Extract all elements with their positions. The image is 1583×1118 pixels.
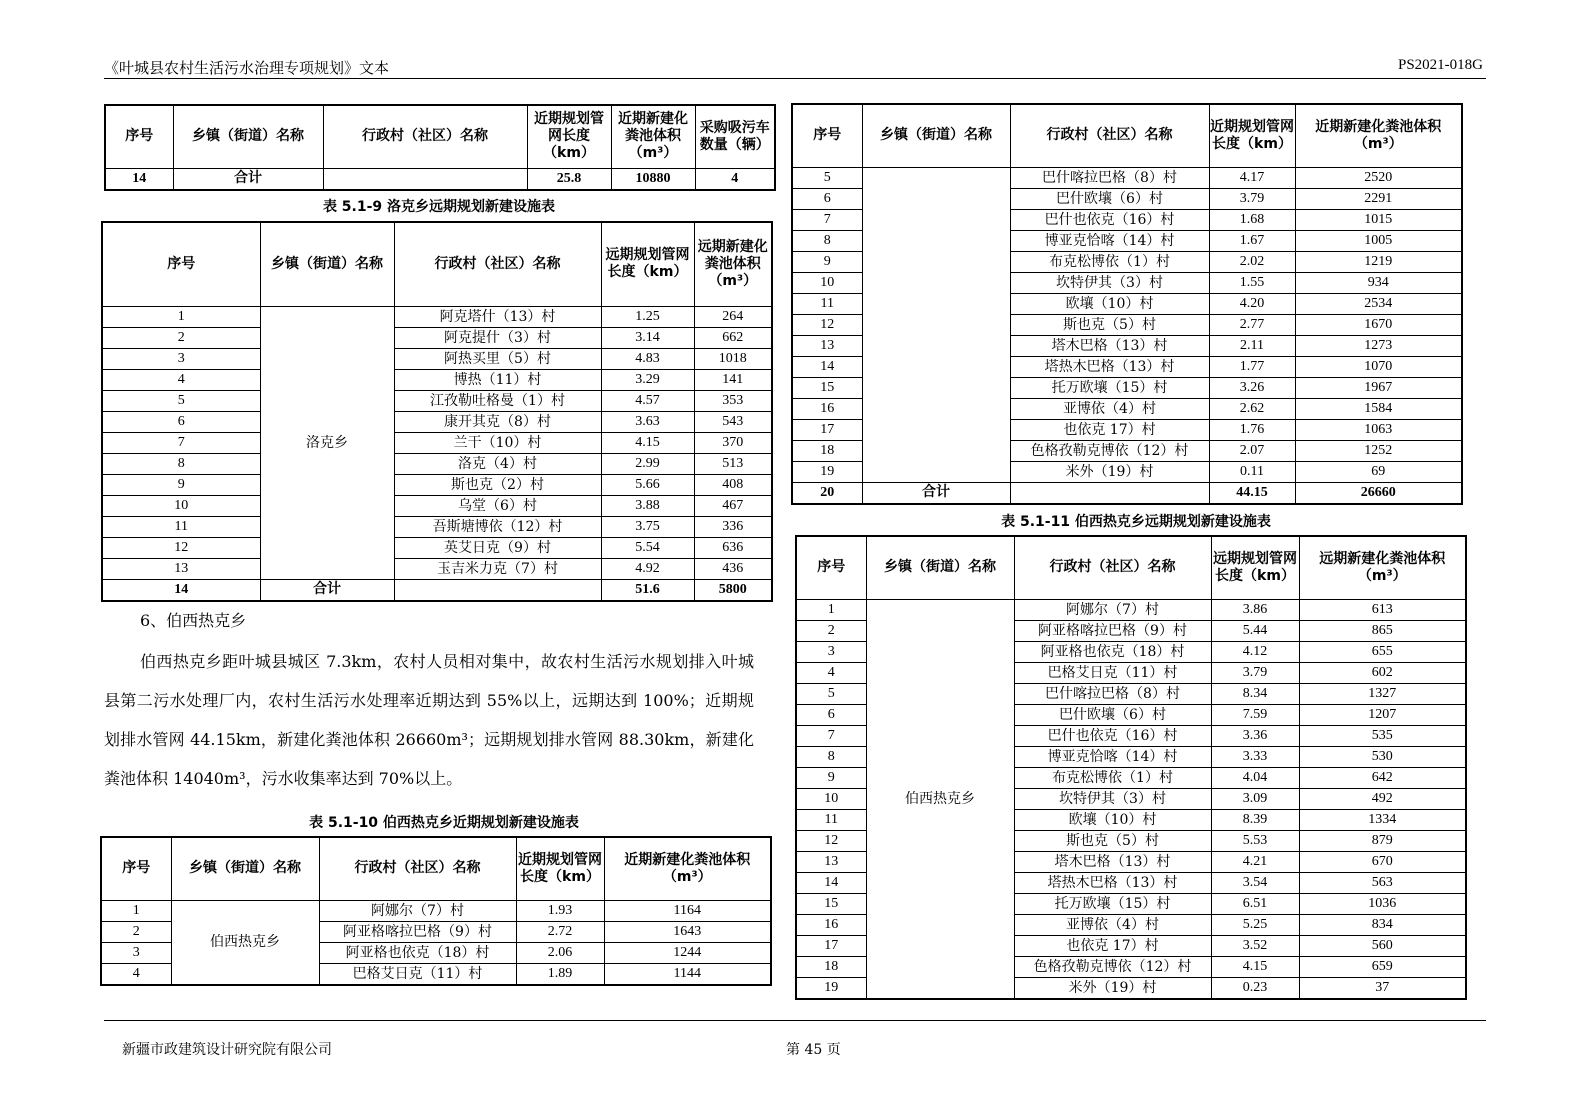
cell: 20 <box>792 482 862 504</box>
cell: 3.88 <box>601 495 694 516</box>
cell: 4.12 <box>1211 641 1299 662</box>
table-row <box>792 167 1462 188</box>
cell: 4.04 <box>1211 767 1299 788</box>
cell: 5.54 <box>601 537 694 558</box>
cell: 塔木巴格（13）村 <box>1014 851 1211 872</box>
cell: 560 <box>1299 935 1466 956</box>
cell: 4 <box>102 369 260 390</box>
cell: 6.51 <box>1211 893 1299 914</box>
cell: 4.83 <box>601 348 694 369</box>
cell: 3.54 <box>1211 872 1299 893</box>
cell: 13 <box>796 851 866 872</box>
table-5-1-10-continuation <box>791 103 1463 505</box>
cell: 3.26 <box>1209 377 1295 398</box>
cell: 662 <box>694 327 772 348</box>
table-row <box>102 369 772 390</box>
table-row <box>102 558 772 579</box>
table-row <box>102 327 772 348</box>
cell: 1334 <box>1299 809 1466 830</box>
footer-rule <box>104 1020 1486 1021</box>
cell: 3.09 <box>1211 788 1299 809</box>
cell: 13 <box>792 335 862 356</box>
cell: 1252 <box>1295 440 1462 461</box>
cell: 4.20 <box>1209 293 1295 314</box>
cell: 博亚克恰喀（14）村 <box>1014 746 1211 767</box>
col-header: 远期规划管网长度（km） <box>601 222 694 306</box>
cell: 264 <box>694 306 772 327</box>
cell: 7 <box>792 209 862 230</box>
cell: 467 <box>694 495 772 516</box>
cell: 8.39 <box>1211 809 1299 830</box>
cell: 欧壤（10）村 <box>1014 809 1211 830</box>
cell: 934 <box>1295 272 1462 293</box>
cell: 4.15 <box>1211 956 1299 977</box>
cell: 636 <box>694 537 772 558</box>
cell: 51.6 <box>601 579 694 601</box>
cell: 1.93 <box>516 900 604 921</box>
cell: 10 <box>796 788 866 809</box>
cell: 15 <box>796 893 866 914</box>
cell: 353 <box>694 390 772 411</box>
cell: 色格孜勒克博依（12）村 <box>1010 440 1209 461</box>
cell: 巴什也依克（16）村 <box>1014 725 1211 746</box>
col-header: 乡镇（街道）名称 <box>862 104 1010 167</box>
col-header: 近期新建化粪池体积（m³） <box>611 105 695 168</box>
cell: 10 <box>102 495 260 516</box>
town-cell: 伯西热克乡 <box>171 900 319 985</box>
cell: 合计 <box>862 482 1010 504</box>
table-5-1-9 <box>101 221 773 602</box>
table-5-1-11 <box>795 535 1467 1000</box>
cell: 1.67 <box>1209 230 1295 251</box>
cell: 19 <box>796 977 866 999</box>
col-header: 序号 <box>792 104 862 167</box>
cell: 6 <box>796 704 866 725</box>
cell: 巴什也依克（16）村 <box>1010 209 1209 230</box>
cell: 1.25 <box>601 306 694 327</box>
col-header: 远期新建化粪池体积（m³） <box>1299 536 1466 599</box>
cell: 江孜勒吐格曼（1）村 <box>394 390 601 411</box>
cell: 613 <box>1299 599 1466 620</box>
cell: 655 <box>1299 641 1466 662</box>
cell: 535 <box>1299 725 1466 746</box>
cell: 4.57 <box>601 390 694 411</box>
cell: 4.92 <box>601 558 694 579</box>
cell: 26660 <box>1295 482 1462 504</box>
cell: 16 <box>792 398 862 419</box>
cell: 10 <box>792 272 862 293</box>
col-header: 行政村（社区）名称 <box>394 222 601 306</box>
cell: 1967 <box>1295 377 1462 398</box>
cell: 玉吉米力克（7）村 <box>394 558 601 579</box>
cell: 阿克塔什（13）村 <box>394 306 601 327</box>
cell: 2.11 <box>1209 335 1295 356</box>
col-header: 行政村（社区）名称 <box>323 105 527 168</box>
cell: 5800 <box>694 579 772 601</box>
cell: 5.44 <box>1211 620 1299 641</box>
col-header: 近期规划管网长度（km） <box>1209 104 1295 167</box>
cell: 1070 <box>1295 356 1462 377</box>
cell: 1015 <box>1295 209 1462 230</box>
col-header: 近期新建化粪池体积（m³） <box>1295 104 1462 167</box>
cell: 19 <box>792 461 862 482</box>
cell: 亚博依（4）村 <box>1014 914 1211 935</box>
cell: 879 <box>1299 830 1466 851</box>
cell: 14 <box>102 579 260 601</box>
table-row <box>102 495 772 516</box>
cell: 436 <box>694 558 772 579</box>
col-header: 行政村（社区）名称 <box>1010 104 1209 167</box>
cell: 1670 <box>1295 314 1462 335</box>
cell: 17 <box>796 935 866 956</box>
cell: 博亚克恰喀（14）村 <box>1010 230 1209 251</box>
cell: 4 <box>796 662 866 683</box>
col-header: 远期规划管网长度（km） <box>1211 536 1299 599</box>
cell: 14 <box>792 356 862 377</box>
cell: 斯也克（2）村 <box>394 474 601 495</box>
cell: 563 <box>1299 872 1466 893</box>
cell: 2 <box>102 327 260 348</box>
cell: 370 <box>694 432 772 453</box>
col-header: 乡镇（街道）名称 <box>866 536 1014 599</box>
cell: 642 <box>1299 767 1466 788</box>
cell: 3.63 <box>601 411 694 432</box>
cell: 巴什喀拉巴格（8）村 <box>1010 167 1209 188</box>
cell: 5.66 <box>601 474 694 495</box>
town-cell <box>862 167 1010 482</box>
cell: 1018 <box>694 348 772 369</box>
cell: 6 <box>102 411 260 432</box>
cell: 5.53 <box>1211 830 1299 851</box>
cell: 15 <box>792 377 862 398</box>
cell: 1 <box>102 306 260 327</box>
cell: 博热（11）村 <box>394 369 601 390</box>
cell: 阿克提什（3）村 <box>394 327 601 348</box>
cell: 布克松博依（1）村 <box>1010 251 1209 272</box>
table-5-1-10 <box>100 836 772 986</box>
cell: 2.99 <box>601 453 694 474</box>
cell: 米外（19）村 <box>1010 461 1209 482</box>
cell: 3 <box>796 641 866 662</box>
cell: 670 <box>1299 851 1466 872</box>
table-top-continuation <box>104 104 776 191</box>
cell: 英艾日克（9）村 <box>394 537 601 558</box>
cell: 8 <box>796 746 866 767</box>
cell: 16 <box>796 914 866 935</box>
cell: 1.76 <box>1209 419 1295 440</box>
col-header: 采购吸污车数量（辆） <box>695 105 775 168</box>
col-header: 近期新建化粪池体积（m³） <box>604 837 771 900</box>
cell: 7 <box>796 725 866 746</box>
col-header: 乡镇（街道）名称 <box>173 105 323 168</box>
cell: 17 <box>792 419 862 440</box>
cell: 4 <box>695 168 775 190</box>
cell: 3.29 <box>601 369 694 390</box>
cell: 阿亚格也依克（18）村 <box>319 942 516 963</box>
cell: 1327 <box>1299 683 1466 704</box>
col-header: 行政村（社区）名称 <box>1014 536 1211 599</box>
cell: 托万欧壤（15）村 <box>1010 377 1209 398</box>
cell: 布克松博依（1）村 <box>1014 767 1211 788</box>
cell: 8.34 <box>1211 683 1299 704</box>
cell: 3 <box>101 942 171 963</box>
cell: 2 <box>101 921 171 942</box>
col-header: 序号 <box>102 222 260 306</box>
cell: 2.72 <box>516 921 604 942</box>
doc-code: PS2021-018G <box>1397 57 1483 73</box>
cell: 834 <box>1299 914 1466 935</box>
cell: 托万欧壤（15）村 <box>1014 893 1211 914</box>
cell: 12 <box>102 537 260 558</box>
cell: 洛克（4）村 <box>394 453 601 474</box>
cell: 阿亚格喀拉巴格（9）村 <box>319 921 516 942</box>
cell: 12 <box>796 830 866 851</box>
cell: 阿亚格喀拉巴格（9）村 <box>1014 620 1211 641</box>
cell: 602 <box>1299 662 1466 683</box>
cell: 1219 <box>1295 251 1462 272</box>
cell: 2291 <box>1295 188 1462 209</box>
cell: 坎特伊其（3）村 <box>1014 788 1211 809</box>
cell: 2.06 <box>516 942 604 963</box>
cell: 2520 <box>1295 167 1462 188</box>
cell: 530 <box>1299 746 1466 767</box>
section-heading: 6、伯西热克乡 <box>140 611 247 630</box>
cell: 乌堂（6）村 <box>394 495 601 516</box>
cell: 塔热木巴格（13）村 <box>1010 356 1209 377</box>
cell: 1.68 <box>1209 209 1295 230</box>
cell: 3.14 <box>601 327 694 348</box>
cell: 0.23 <box>1211 977 1299 999</box>
table-row <box>102 474 772 495</box>
table-row <box>102 453 772 474</box>
table-caption: 表 5.1-11 伯西热克乡远期规划新建设施表 <box>1001 514 1271 530</box>
cell: 1005 <box>1295 230 1462 251</box>
cell: 阿亚格也依克（18）村 <box>1014 641 1211 662</box>
town-cell: 洛克乡 <box>260 306 394 579</box>
cell: 欧壤（10）村 <box>1010 293 1209 314</box>
cell: 2 <box>796 620 866 641</box>
cell: 2.77 <box>1209 314 1295 335</box>
table-total-row <box>105 168 775 190</box>
cell: 11 <box>792 293 862 314</box>
table-row <box>102 432 772 453</box>
cell: 坎特伊其（3）村 <box>1010 272 1209 293</box>
cell: 6 <box>792 188 862 209</box>
table-row <box>796 599 1466 620</box>
page-number: 第 45 页 <box>786 1042 841 1058</box>
cell: 408 <box>694 474 772 495</box>
cell: 9 <box>102 474 260 495</box>
footer-company: 新疆市政建筑设计研究院有限公司 <box>122 1042 332 1058</box>
cell: 2.07 <box>1209 440 1295 461</box>
cell: 3.75 <box>601 516 694 537</box>
cell: 25.8 <box>527 168 611 190</box>
cell: 合计 <box>173 168 323 190</box>
cell: 9 <box>792 251 862 272</box>
table-row <box>102 306 772 327</box>
cell: 兰干（10）村 <box>394 432 601 453</box>
cell: 37 <box>1299 977 1466 999</box>
cell: 1273 <box>1295 335 1462 356</box>
cell: 3.36 <box>1211 725 1299 746</box>
cell: 阿热买里（5）村 <box>394 348 601 369</box>
col-header: 近期规划管网长度（km） <box>516 837 604 900</box>
table-row <box>102 537 772 558</box>
cell: 斯也克（5）村 <box>1014 830 1211 851</box>
cell: 2.62 <box>1209 398 1295 419</box>
cell: 4 <box>101 963 171 985</box>
table-caption: 表 5.1-9 洛克乡远期规划新建设施表 <box>322 199 556 215</box>
cell: 3.33 <box>1211 746 1299 767</box>
cell: 1.89 <box>516 963 604 985</box>
table-row <box>102 516 772 537</box>
cell: 513 <box>694 453 772 474</box>
cell: 巴什欧壤（6）村 <box>1010 188 1209 209</box>
cell: 659 <box>1299 956 1466 977</box>
cell: 3.79 <box>1211 662 1299 683</box>
cell: 吾斯塘博依（12）村 <box>394 516 601 537</box>
cell: 8 <box>792 230 862 251</box>
cell: 塔热木巴格（13）村 <box>1014 872 1211 893</box>
cell: 色格孜勒克博依（12）村 <box>1014 956 1211 977</box>
cell: 4.21 <box>1211 851 1299 872</box>
cell: 4.15 <box>601 432 694 453</box>
cell: 也依克 17）村 <box>1010 419 1209 440</box>
cell: 巴格艾日克（11）村 <box>319 963 516 985</box>
col-header: 乡镇（街道）名称 <box>171 837 319 900</box>
col-header: 近期规划管网长度（km） <box>527 105 611 168</box>
cell: 3 <box>102 348 260 369</box>
cell: 5 <box>792 167 862 188</box>
table-total-row <box>102 579 772 601</box>
cell <box>323 168 527 190</box>
cell: 1164 <box>604 900 771 921</box>
cell: 3.52 <box>1211 935 1299 956</box>
table-row <box>102 390 772 411</box>
cell: 3.79 <box>1209 188 1295 209</box>
col-header: 序号 <box>105 105 173 168</box>
cell: 9 <box>796 767 866 788</box>
cell: 13 <box>102 558 260 579</box>
cell: 7 <box>102 432 260 453</box>
cell: 阿娜尔（7）村 <box>319 900 516 921</box>
cell: 1.55 <box>1209 272 1295 293</box>
col-header: 序号 <box>101 837 171 900</box>
cell: 69 <box>1295 461 1462 482</box>
cell: 1036 <box>1299 893 1466 914</box>
col-header: 行政村（社区）名称 <box>319 837 516 900</box>
cell: 斯也克（5）村 <box>1010 314 1209 335</box>
cell: 1 <box>101 900 171 921</box>
cell: 18 <box>792 440 862 461</box>
cell: 1063 <box>1295 419 1462 440</box>
cell: 5 <box>796 683 866 704</box>
col-header: 乡镇（街道）名称 <box>260 222 394 306</box>
cell: 11 <box>796 809 866 830</box>
cell: 12 <box>792 314 862 335</box>
cell: 巴格艾日克（11）村 <box>1014 662 1211 683</box>
cell: 14 <box>796 872 866 893</box>
doc-title: 《叶城县农村生活污水治理专项规划》文本 <box>104 59 390 77</box>
col-header: 序号 <box>796 536 866 599</box>
cell: 0.11 <box>1209 461 1295 482</box>
cell: 5 <box>102 390 260 411</box>
cell: 巴什欧壤（6）村 <box>1014 704 1211 725</box>
cell: 4.17 <box>1209 167 1295 188</box>
cell <box>1010 482 1209 504</box>
cell <box>394 579 601 601</box>
cell: 阿娜尔（7）村 <box>1014 599 1211 620</box>
cell: 巴什喀拉巴格（8）村 <box>1014 683 1211 704</box>
cell: 1584 <box>1295 398 1462 419</box>
cell: 14 <box>105 168 173 190</box>
section-paragraph: 伯西热克乡距叶城县城区 7.3km，农村人员相对集中，故农村生活污水规划排入叶城县第二污水处理厂内，农村生活污水处理率近期达到 55%以上，远期达到 100%；近期规划排水管网 44.15km，新建化粪池体积 26660m³；远期规划排水管网 88.30km，新建化粪池体积 14040m³，污水收集率达到 70%以上。 <box>104 652 754 788</box>
cell: 10880 <box>611 168 695 190</box>
cell: 亚博依（4）村 <box>1010 398 1209 419</box>
cell: 1207 <box>1299 704 1466 725</box>
table-row <box>102 411 772 432</box>
cell: 7.59 <box>1211 704 1299 725</box>
cell: 康开其克（8）村 <box>394 411 601 432</box>
cell: 米外（19）村 <box>1014 977 1211 999</box>
cell: 1144 <box>604 963 771 985</box>
cell: 1244 <box>604 942 771 963</box>
cell: 2.02 <box>1209 251 1295 272</box>
table-caption: 表 5.1-10 伯西热克乡近期规划新建设施表 <box>309 815 579 831</box>
cell: 2534 <box>1295 293 1462 314</box>
cell: 1643 <box>604 921 771 942</box>
cell: 44.15 <box>1209 482 1295 504</box>
table-row <box>102 348 772 369</box>
cell: 1 <box>796 599 866 620</box>
cell: 543 <box>694 411 772 432</box>
cell: 865 <box>1299 620 1466 641</box>
cell: 141 <box>694 369 772 390</box>
cell: 18 <box>796 956 866 977</box>
cell: 1.77 <box>1209 356 1295 377</box>
cell: 8 <box>102 453 260 474</box>
table-total-row <box>792 482 1462 504</box>
table-row <box>101 900 771 921</box>
cell: 492 <box>1299 788 1466 809</box>
header-rule <box>104 78 1486 79</box>
cell: 合计 <box>260 579 394 601</box>
cell: 3.86 <box>1211 599 1299 620</box>
cell: 336 <box>694 516 772 537</box>
col-header: 远期新建化粪池体积（m³） <box>694 222 772 306</box>
cell: 11 <box>102 516 260 537</box>
cell: 塔木巴格（13）村 <box>1010 335 1209 356</box>
cell: 也依克 17）村 <box>1014 935 1211 956</box>
cell: 5.25 <box>1211 914 1299 935</box>
town-cell: 伯西热克乡 <box>866 599 1014 999</box>
